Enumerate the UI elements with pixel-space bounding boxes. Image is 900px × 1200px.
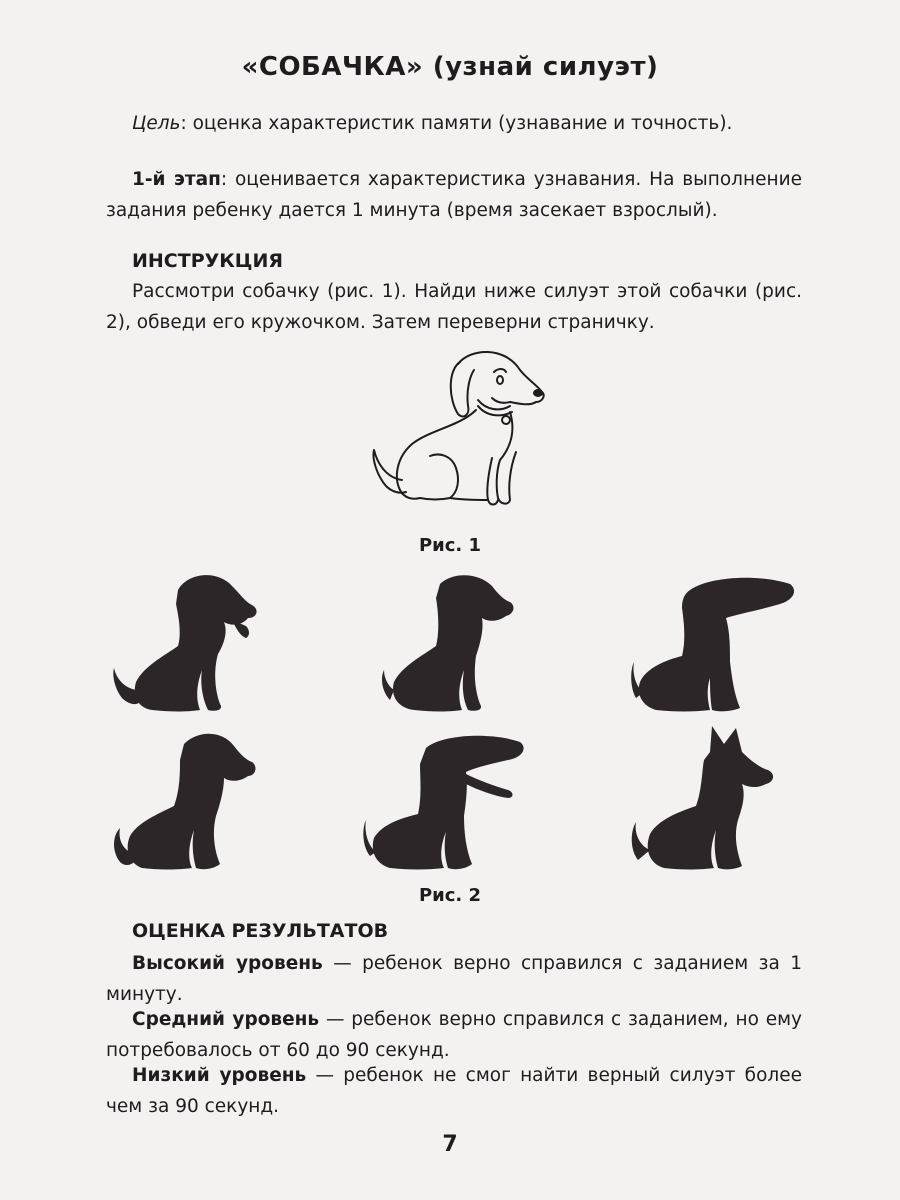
stage1-label: 1-й этап: [132, 169, 221, 190]
silhouette-option-6[interactable]: [628, 722, 798, 872]
silhouette-option-4[interactable]: [108, 728, 268, 873]
silhouette-option-2[interactable]: [380, 570, 530, 715]
result-low-text: — ребенок не смог найти верный силуэт более чем за 90 секунд.: [106, 1065, 802, 1117]
instruction-text: Рассмотри собачку (рис. 1). Найди ниже силуэт этой собачки (рис. 2), обведи его кружочком. Затем переверни страничку.: [106, 281, 802, 333]
page-number: 7: [442, 1132, 458, 1157]
goal-paragraph: [106, 108, 802, 139]
stage1-paragraph: [106, 164, 802, 226]
result-high-text: — ребенок верно справился с заданием за 1 минуту.: [106, 953, 802, 1005]
goal-text: : оценка характеристик памяти (узнавание и точность).: [180, 113, 733, 134]
result-medium-text: — ребенок верно справился с заданием, но ему потребовалось от 60 до 90 секунд.: [106, 1009, 802, 1061]
figure2-caption: Рис. 2: [418, 885, 482, 906]
results-heading: ОЦЕНКА РЕЗУЛЬТАТОВ: [132, 920, 389, 942]
silhouette-option-5[interactable]: [362, 728, 532, 873]
result-low: [106, 1060, 802, 1122]
page-title: «СОБАЧКА» (узнай силуэт): [241, 52, 659, 82]
result-high-label: Высокий уровень: [132, 953, 323, 974]
figure1-caption: Рис. 1: [418, 535, 482, 556]
stage1-text: : оценивается характеристика узнавания. На выполнение задания ребенку дается 1 минута (время засекает взрослый).: [106, 169, 802, 221]
result-low-label: Низкий уровень: [132, 1065, 307, 1086]
instruction-heading: ИНСТРУКЦИЯ: [132, 250, 283, 272]
silhouette-option-1[interactable]: [108, 570, 268, 715]
result-medium: [106, 1004, 802, 1066]
goal-label: Цель: [132, 113, 181, 134]
result-high: [106, 948, 802, 1010]
silhouette-option-3[interactable]: [630, 570, 800, 715]
instruction-paragraph: [106, 276, 802, 338]
result-medium-label: Средний уровень: [132, 1009, 320, 1030]
dog-outline-figure: [360, 340, 560, 515]
